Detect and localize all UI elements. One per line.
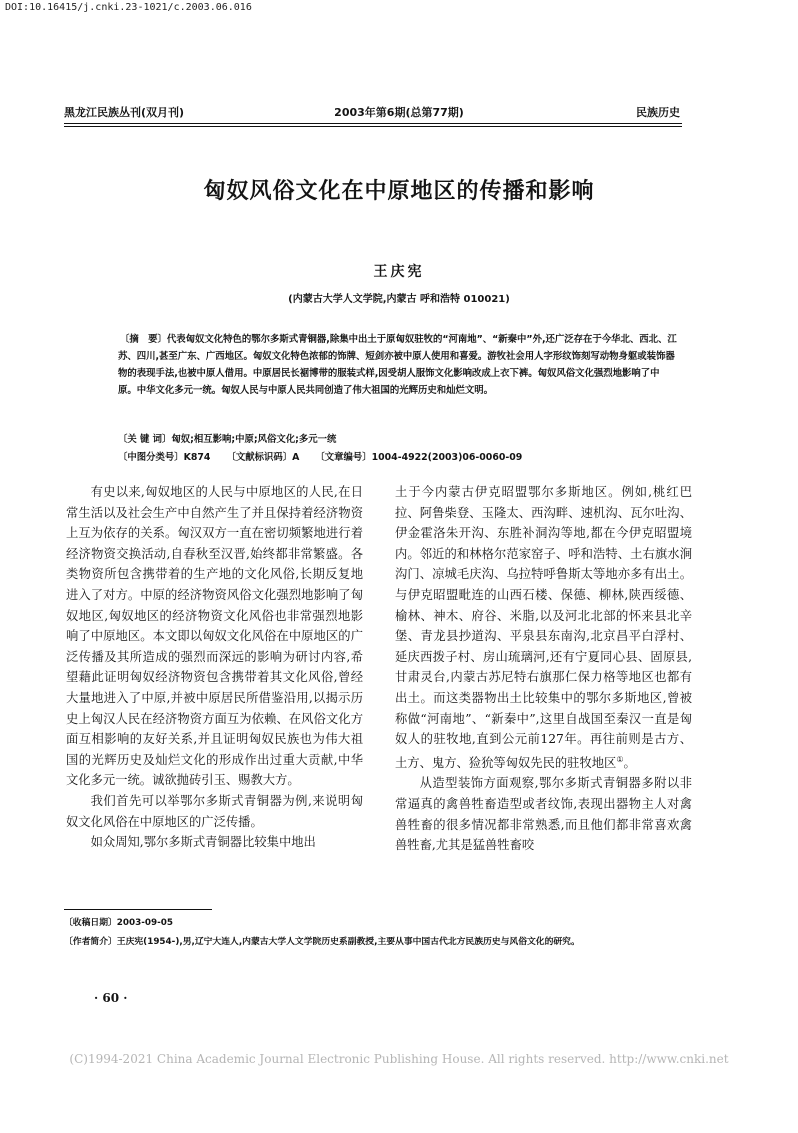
paragraph-text: 土于今内蒙古伊克昭盟鄂尔多斯地区。例如,桃红巴拉、阿鲁柴登、玉隆太、西沟畔、速机沟、瓦尔吐沟、伊金霍洛朱开沟、东胜补洞沟等地,都在今伊克昭盟境内。邻近的和林格尔范家窑子、呼和浩特、土右旗水涧沟门、凉城毛庆沟、乌拉特呼鲁斯太等地亦多有出土。与伊克昭盟毗连的山西石楼、保德、柳林,陕西绥德、榆林、神木、府谷、米脂,以及河北北部的怀来县北辛堡、青龙县抄道沟、平泉县东南沟,北京昌平白浮村、延庆西拨子村、房山琉璃河,还有宁夏同心县、固原县,甘肃灵台,内蒙古苏尼特右旗那仁保力格等地区也都有出土。而这类器物出土比较集中的鄂尔多斯地区,曾被称做“河南地”、“新秦中”,这里自战国至秦汉一直是匈奴人的驻牧地,直到公元前127年。再往前则是古方、土方、鬼方、猃狁等匈奴先民的驻牧地区 <box>395 485 692 770</box>
doi-line: DOI:10.16415/j.cnki.23-1021/c.2003.06.016 <box>5 2 252 13</box>
copyright-footer: (C)1994-2021 China Academic Journal Electronic Publishing House. All rights reserved. http://www.cnki.net <box>69 1052 729 1066</box>
paragraph: 我们首先可以举鄂尔多斯式青铜器为例,来说明匈奴文化风俗在中原地区的广泛传播。 <box>66 793 363 829</box>
body-column-left <box>66 482 363 853</box>
page-number: · 60 · <box>94 991 128 1005</box>
footnote-mark: ① <box>616 754 624 764</box>
journal-name: 黑龙江民族丛刊(双月刊) <box>64 106 185 119</box>
body-column-right <box>395 482 692 856</box>
header-rule <box>64 123 682 124</box>
paragraph: 有史以来,匈奴地区的人民与中原地区的人民,在日常生活以及社会生产中自然产生了并且保持着经济物资上互为依存的关系。匈汉双方一直在密切频繁地进行着经济物资交换活动,自春秋至汉晋,始终都非常繁盛。各类物资所包含携带着的生产地的文化风俗,长期反复地进入了对方。中原的经济物资风俗文化强烈地影响了匈奴地区,匈奴地区的经济物资文化风俗也非常强烈地影响了中原地区。本文即以匈奴文化风俗在中原地区的广泛传播及其所造成的强烈而深远的影响为研讨内容,希望藉此证明匈奴经济物资包含携带着其文化风俗,曾经大量地进入了中原,并被中原居民所借鉴沿用,以揭示历史上匈汉人民在经济物资方面互为依赖、在风俗文化方面互相影响的友好关系,并且证明匈奴民族也为伟大祖国的光辉历史及灿烂文化的形成作出过重大贡献,中华文化多元一统。诚欲抛砖引玉、赐教大方。 <box>66 485 363 788</box>
author-name: 王庆宪 <box>373 264 425 280</box>
article-number: 〔文章编号〕1004-4922(2003)06-0060-09 <box>315 452 523 463</box>
paragraph: 如众周知,鄂尔多斯式青铜器比较集中地出 <box>90 835 316 850</box>
paragraph: 从造型装饰方面观察,鄂尔多斯式青铜器多附以非常逼真的禽兽牲畜造型或者纹饰,表现出器物主人对禽兽牲畜的很多情况都非常熟悉,而且他们都非常喜欢禽兽牲畜,尤其是猛兽牲畜咬 <box>395 776 692 853</box>
received-date: 〔收稿日期〕2003-09-05 <box>64 918 174 928</box>
footnote-rule <box>64 909 212 910</box>
issue-info: 2003年第6期(总第77期) <box>334 106 464 119</box>
keywords: 〔关 键 词〕匈奴;相互影响;中原;风俗文化;多元一统 <box>118 434 337 445</box>
paragraph: 土于今内蒙古伊克昭盟鄂尔多斯地区。例如,桃红巴拉、阿鲁柴登、玉隆太、西沟畔、速机沟、瓦尔吐沟、伊金霍洛朱开沟、东胜补洞沟等地,都在今伊克昭盟境内。邻近的和林格尔范家窑子、呼和浩特、土右旗水涧沟门、凉城毛庆沟、乌拉特呼鲁斯太等地亦多有出土。与伊克昭盟毗连的山西石楼、保德、柳林,陕西绥德、榆林、神木、府谷、米脂,以及河北北部的怀来县北辛堡、青龙县抄道沟、平泉县东南沟,北京昌平白浮村、延庆西拨子村、房山琉璃河,还有宁夏同心县、固原县,甘肃灵台,内蒙古苏尼特右旗那仁保力格等地区也都有出土。而这类器物出土比较集中的鄂尔多斯地区,曾被称做“河南地”、“新秦中”,这里自战国至秦汉一直是匈奴人的驻牧地,直到公元前127年。再往前则是古方、土方、鬼方、猃狁等匈奴先民的驻牧地区①。 <box>395 485 692 770</box>
abstract: 〔摘 要〕代表匈奴文化特色的鄂尔多斯式青铜器,除集中出土于原匈奴驻牧的“河南地”、“新秦中”外,还广泛存在于今华北、西北、江苏、四川,甚至广东、广西地区。匈奴文化特色浓郁的饰牌、短剑亦被中原人使用和喜爱。游牧社会用人字形纹饰刻写动物身躯或装饰器物的表现手法,也被中原人借用。中原居民长裾博带的服装式样,因受胡人服饰文化影响改成上衣下裤。匈奴风俗文化强烈地影响了中原。中华文化多元一统。匈奴人民与中原人民共同创造了伟大祖国的光辉历史和灿烂文明。 <box>118 334 677 396</box>
article-title: 匈奴风俗文化在中原地区的传播和影响 <box>203 178 595 204</box>
classification-line <box>118 449 678 466</box>
document-code: 〔文献标识码〕A <box>226 452 300 463</box>
author-bio: 〔作者简介〕王庆宪(1954-),男,辽宁大连人,内蒙古大学人文学院历史系副教授,主要从事中国古代北方民族历史与风俗文化的研究。 <box>64 937 580 947</box>
clc-code: 〔中图分类号〕K874 <box>118 452 211 463</box>
author-affiliation: (内蒙古大学人文学院,内蒙古 呼和浩特 010021) <box>288 294 510 305</box>
header-rule-thin <box>64 126 682 127</box>
section-name: 民族历史 <box>636 106 680 119</box>
